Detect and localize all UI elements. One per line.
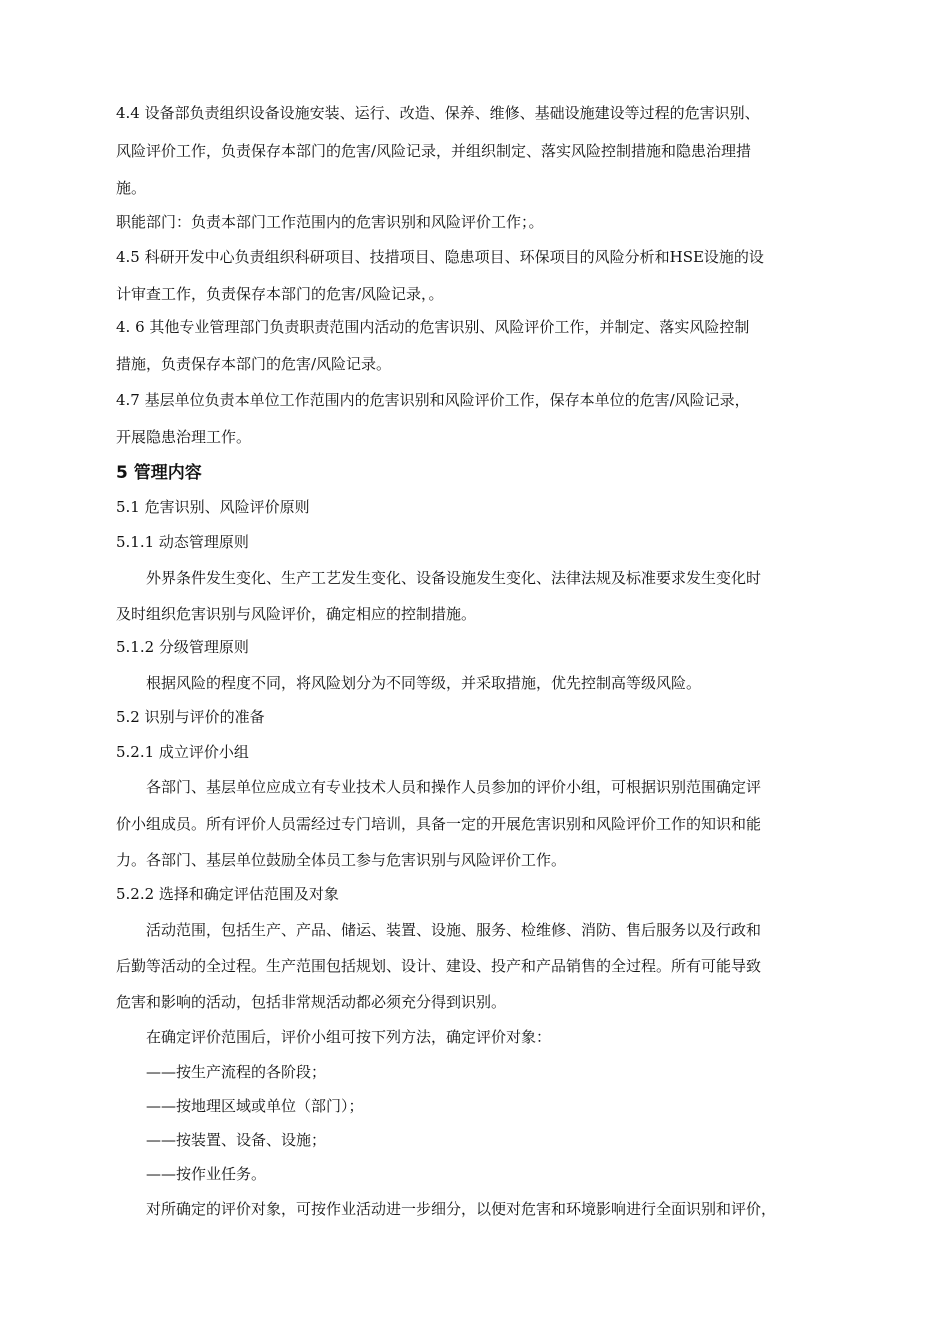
list-item: ——按地理区域或单位（部门）； (146, 1097, 364, 1115)
paragraph-line: 危害和影响的活动，包括非常规活动都必须充分得到识别。 (116, 993, 507, 1011)
paragraph-line: 4. 6 其他专业管理部门负责职责范围内活动的危害识别、风险评价工作，并制定、落实风险控制 (116, 318, 750, 336)
subsection-heading: 5.2.2 选择和确定评估范围及对象 (116, 885, 339, 903)
paragraph-line: 价小组成员。所有评价人员需经过专门培训，具备一定的开展危害识别和风险评价工作的知识和能 (116, 815, 762, 833)
paragraph-line: 措施，负责保存本部门的危害/风险记录。 (116, 355, 392, 373)
subsection-heading: 5.1 危害识别、风险评价原则 (116, 498, 310, 516)
paragraph-line: 施。 (116, 179, 147, 197)
paragraph-line: 外界条件发生变化、生产工艺发生变化、设备设施发生变化、法律法规及标准要求发生变化时 (146, 569, 762, 587)
paragraph-line: 在确定评价范围后，评价小组可按下列方法，确定评价对象： (146, 1028, 552, 1046)
paragraph-line: 对所确定的评价对象，可按作业活动进一步细分，以便对危害和环境影响进行全面识别和评价， (146, 1200, 777, 1218)
paragraph-line: 计审查工作，负责保存本部门的危害/风险记录，。 (116, 285, 444, 303)
list-item: ——按生产流程的各阶段； (146, 1063, 327, 1081)
paragraph-line: 及时组织危害识别与风险评价，确定相应的控制措施。 (116, 605, 477, 623)
paragraph-line: 根据风险的程度不同，将风险划分为不同等级，并采取措施，优先控制高等级风险。 (146, 674, 702, 692)
list-item: ——按作业任务。 (146, 1165, 267, 1183)
paragraph-line: 活动范围，包括生产、产品、储运、装置、设施、服务、检维修、消防、售后服务以及行政和 (146, 921, 762, 939)
paragraph-line: 4.5 科研开发中心负责组织科研项目、技措项目、隐患项目、环保项目的风险分析和HSE设施的设 (116, 248, 764, 266)
paragraph-line: 开展隐患治理工作。 (116, 428, 252, 446)
paragraph-line: 力。各部门、基层单位鼓励全体员工参与危害识别与风险评价工作。 (116, 851, 567, 869)
list-item: ——按装置、设备、设施； (146, 1131, 327, 1149)
subsection-heading: 5.2.1 成立评价小组 (116, 743, 249, 761)
paragraph-line: 职能部门：负责本部门工作范围内的危害识别和风险评价工作；。 (116, 213, 544, 231)
paragraph-line: 后勤等活动的全过程。生产范围包括规划、设计、建设、投产和产品销售的全过程。所有可能导致 (116, 957, 762, 975)
paragraph-line: 各部门、基层单位应成立有专业技术人员和操作人员参加的评价小组，可根据识别范围确定评 (146, 778, 762, 796)
paragraph-line: 4.7 基层单位负责本单位工作范围内的危害识别和风险评价工作，保存本单位的危害/风险记录， (116, 391, 750, 409)
subsection-heading: 5.1.2 分级管理原则 (116, 638, 249, 656)
subsection-heading: 5.1.1 动态管理原则 (116, 533, 249, 551)
section-heading: 5 管理内容 (116, 463, 202, 483)
subsection-heading: 5.2 识别与评价的准备 (116, 708, 265, 726)
paragraph-line: 风险评价工作，负责保存本部门的危害/风险记录，并组织制定、落实风险控制措施和隐患治理措 (116, 142, 752, 160)
paragraph-line: 4.4 设备部负责组织设备设施安装、运行、改造、保养、维修、基础设施建设等过程的危害识别、 (116, 104, 760, 122)
